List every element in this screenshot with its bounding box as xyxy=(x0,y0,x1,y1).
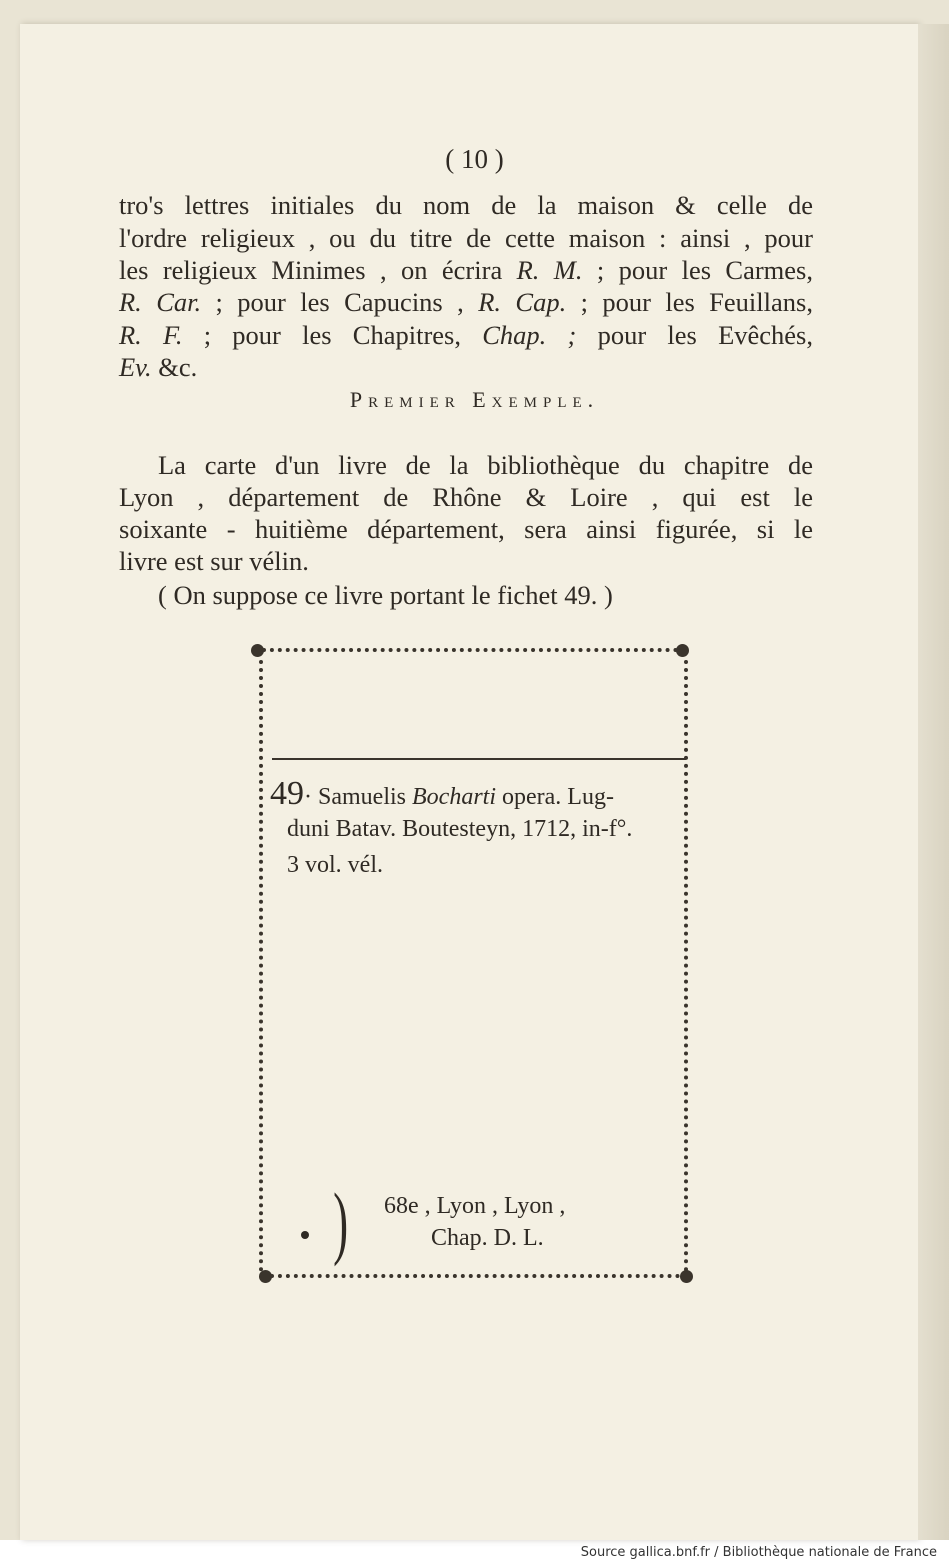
text-line: Lyon , département de Rhône & Loire , qui est le xyxy=(119,482,813,512)
card-bottom-border xyxy=(270,1274,680,1278)
text-line: soixante - huitième département, sera ainsi figurée, si le xyxy=(119,514,813,544)
source-footer: Source gallica.bnf.fr / Bibliothèque nationale de France xyxy=(580,1545,937,1560)
card-title-line: duni Batav. Boutesteyn, 1712, in-f°. xyxy=(287,816,633,842)
page-edge xyxy=(918,24,949,1540)
card-rule xyxy=(272,758,686,760)
corner-hole xyxy=(251,644,264,657)
card-hole xyxy=(301,1231,309,1239)
brace: ) xyxy=(333,1176,349,1267)
text-line: tro's lettres initiales du nom de la maison & celle de xyxy=(119,190,813,220)
card-right-border xyxy=(684,660,688,1272)
text-line: les religieux Minimes , on écrira R. M. ; pour les Carmes, xyxy=(119,255,813,285)
card-volume-line: 3 vol. vél. xyxy=(287,852,383,878)
card-classification-line: 68e , Lyon , Lyon , xyxy=(384,1193,566,1219)
corner-hole xyxy=(676,644,689,657)
text-line: R. Car. ; pour les Capucins , R. Cap. ; pour les Feuillans, xyxy=(119,287,813,317)
card-top-border xyxy=(262,648,678,652)
card-title-line: 49· Samuelis Bocharti opera. Lug- xyxy=(270,775,614,812)
text-line: livre est sur vélin. xyxy=(119,546,309,576)
text-line: Ev. &c. xyxy=(119,352,198,382)
fichet-note: ( On suppose ce livre portant le fichet 49. ) xyxy=(158,580,613,610)
corner-hole xyxy=(259,1270,272,1283)
text-line: R. F. ; pour les Chapitres, Chap. ; pour les Evêchés, xyxy=(119,320,813,350)
page-number: ( 10 ) xyxy=(445,144,504,174)
card-classification-line: Chap. D. L. xyxy=(431,1225,544,1251)
corner-hole xyxy=(680,1270,693,1283)
text-line: l'ordre religieux , ou du titre de cette maison : ainsi , pour xyxy=(119,223,813,253)
fichet-number: 49 xyxy=(270,775,304,812)
card-left-border xyxy=(259,660,263,1272)
text-line: La carte d'un livre de la bibliothèque du chapitre de xyxy=(158,450,813,480)
section-heading: Premier Exemple. xyxy=(349,387,600,412)
